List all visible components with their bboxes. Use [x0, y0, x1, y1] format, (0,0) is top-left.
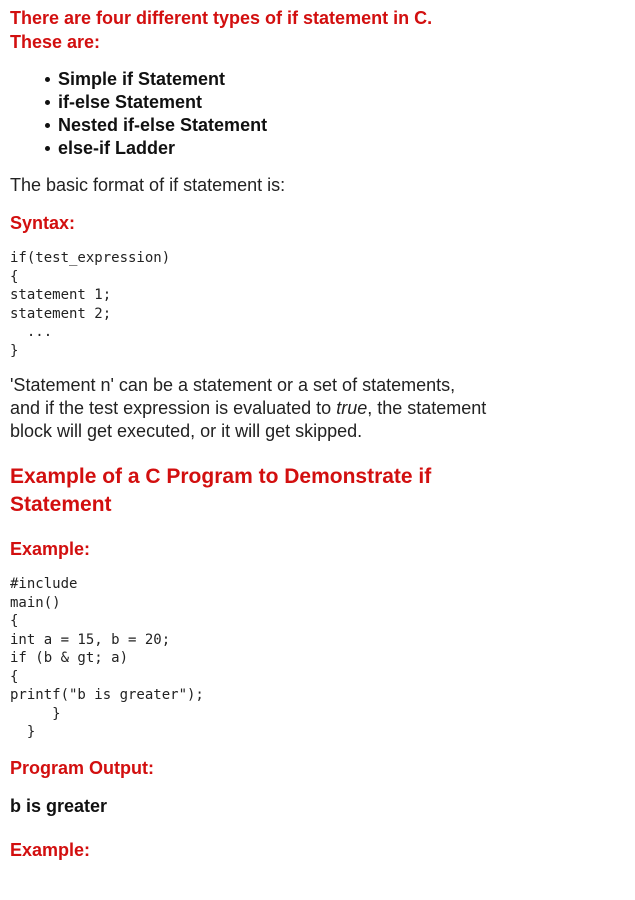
code-line: printf("b is greater"); [10, 687, 204, 703]
syntax-label: Syntax: [10, 213, 76, 233]
list-item: else-if Ladder [58, 137, 490, 160]
code-line: int a = 15, b = 20; [10, 631, 171, 648]
example-code-block [10, 575, 490, 742]
code-line: statement 2; [10, 305, 112, 322]
code-line: #include [10, 576, 78, 592]
intro-heading [10, 6, 490, 54]
code-line: main() [10, 594, 61, 611]
code-line: } [10, 342, 19, 359]
intro-line-1: There are four different types of if statement in C. [10, 8, 433, 28]
list-item: Nested if-else Statement [58, 114, 490, 137]
intro-line-2: These are: [10, 32, 101, 52]
next-example-label: Example: [10, 839, 91, 860]
basic-format-text: The basic format of if statement is: [10, 175, 286, 195]
code-line: { [10, 613, 19, 629]
explanation-italic: true [336, 398, 368, 418]
code-line: ... [10, 324, 53, 340]
program-output-text: b is greater [10, 795, 108, 816]
code-line: statement 1; [10, 287, 112, 303]
code-line: { [10, 268, 19, 285]
code-line: } [10, 724, 36, 740]
explanation-part-2: , the statement block will get executed, or it will get skipped. [10, 398, 487, 441]
syntax-code-block [10, 249, 490, 360]
code-line: { [10, 668, 19, 685]
code-line: if (b & gt; a) [10, 650, 129, 666]
code-line: if(test_expression) [10, 250, 171, 266]
explanation-part-1: 'Statement n' can be a statement or a set of statements, and if the test expression is evaluated to [10, 375, 456, 418]
program-output-label: Program Output: [10, 757, 154, 778]
list-item: Simple if Statement [58, 68, 490, 91]
if-types-list [10, 68, 490, 160]
explanation-text [10, 374, 490, 443]
example-label: Example: [10, 539, 91, 559]
example-heading: Example of a C Program to Demonstrate if Statement [10, 465, 432, 516]
code-line: } [10, 705, 61, 722]
list-item: if-else Statement [58, 91, 490, 114]
